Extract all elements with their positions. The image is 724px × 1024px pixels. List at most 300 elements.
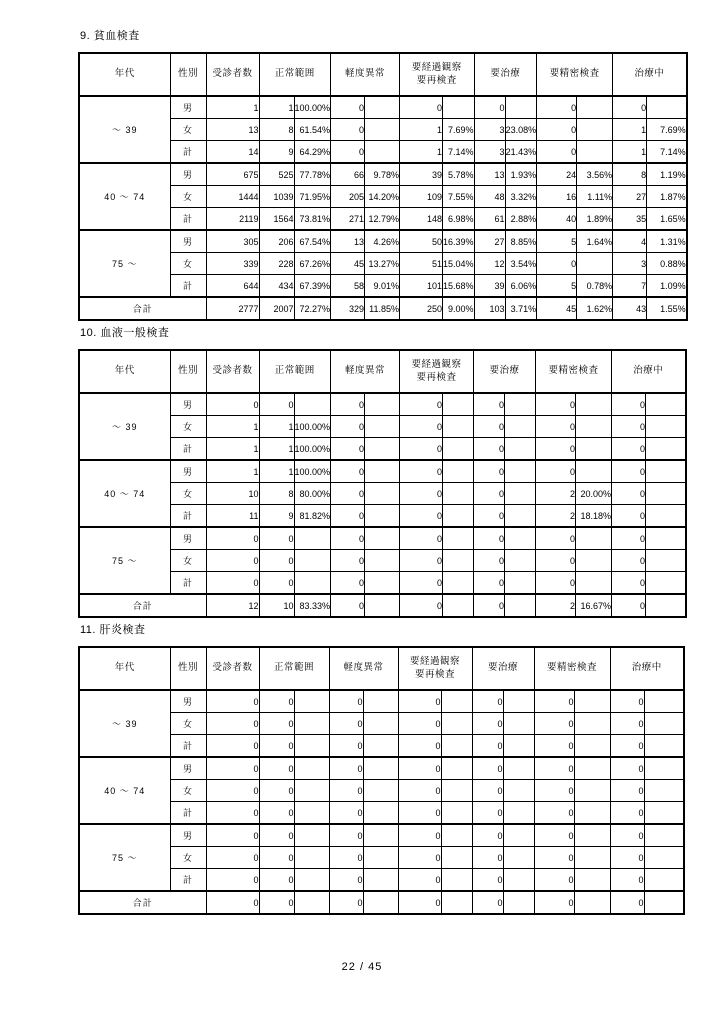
percent-cell: 6.06% (505, 275, 537, 298)
count-cell: 0 (259, 527, 294, 550)
sex-cell: 男 (170, 527, 206, 550)
percent-cell: 21.43% (505, 141, 537, 164)
percent-cell (365, 527, 400, 550)
percent-cell (365, 505, 400, 528)
percent-cell: 1.89% (577, 208, 613, 231)
count-cell: 0 (329, 891, 363, 914)
age-group-cell: 40 ～ 74 (79, 163, 170, 230)
count-cell: 0 (331, 505, 365, 528)
percent-cell (363, 847, 398, 869)
count-cell: 0 (398, 824, 441, 847)
page-number: 22 / 45 (341, 961, 383, 973)
count-cell: 1 (613, 141, 647, 164)
count-cell: 0 (331, 393, 365, 416)
column-header-line2: 要再検査 (416, 74, 457, 86)
percent-cell: 3.71% (505, 297, 537, 320)
count-cell: 206 (259, 230, 294, 253)
percent-cell (294, 550, 331, 572)
count-cell: 0 (610, 847, 644, 869)
sex-cell: 女 (170, 713, 206, 735)
count-cell: 305 (206, 230, 259, 253)
count-cell: 35 (613, 208, 647, 231)
count-cell: 0 (206, 802, 259, 825)
count-cell: 0 (534, 847, 574, 869)
age-group-cell: 75 ～ (79, 824, 170, 891)
percent-cell: 1.11% (577, 186, 613, 208)
count-cell: 0 (329, 802, 363, 825)
percent-cell: 2.88% (505, 208, 537, 231)
count-cell: 0 (472, 735, 503, 758)
percent-cell (443, 416, 474, 438)
count-cell: 0 (331, 527, 365, 550)
report-section (78, 30, 688, 321)
percent-cell (443, 483, 474, 505)
percent-cell (365, 96, 400, 119)
count-cell: 1 (259, 416, 294, 438)
screening-table (78, 349, 687, 618)
count-cell: 1444 (206, 186, 259, 208)
count-cell: 0 (400, 393, 443, 416)
column-header: 受診者数 (206, 53, 259, 96)
screening-table (78, 52, 688, 321)
count-cell: 0 (398, 802, 441, 825)
data-row (79, 505, 686, 528)
count-cell: 2777 (206, 297, 259, 320)
header-row (79, 350, 686, 393)
data-row (79, 253, 687, 275)
column-header: 正常範囲 (259, 350, 331, 393)
percent-cell (441, 735, 472, 758)
percent-cell (294, 802, 329, 825)
count-cell: 0 (400, 438, 443, 461)
count-cell: 205 (331, 186, 365, 208)
percent-cell (644, 847, 684, 869)
column-header: 軽度異常 (331, 53, 400, 96)
count-cell: 0 (610, 891, 644, 914)
total-row (79, 594, 686, 617)
data-row (79, 483, 686, 505)
percent-cell (646, 483, 686, 505)
count-cell: 0 (206, 780, 259, 802)
column-header: 要治療 (474, 53, 537, 96)
section-title: 10. 血液一般検査 (80, 327, 170, 339)
count-cell: 0 (400, 460, 443, 483)
count-cell: 1564 (259, 208, 294, 231)
percent-cell (574, 891, 610, 914)
percent-cell (363, 757, 398, 780)
count-cell: 0 (206, 847, 259, 869)
column-header: 受診者数 (206, 647, 259, 690)
count-cell: 0 (259, 735, 294, 758)
percent-cell: 81.82% (294, 505, 331, 528)
percent-cell: 83.33% (294, 594, 331, 617)
count-cell: 0 (206, 713, 259, 735)
column-header: 治療中 (612, 350, 686, 393)
column-header: 性別 (170, 53, 206, 96)
total-label-cell: 合計 (79, 891, 206, 914)
count-cell: 0 (331, 594, 365, 617)
count-cell: 0 (612, 572, 646, 595)
age-group-cell: 40 ～ 74 (79, 757, 170, 824)
percent-cell (441, 847, 472, 869)
count-cell: 0 (331, 438, 365, 461)
percent-cell (505, 393, 536, 416)
count-cell: 0 (612, 438, 646, 461)
count-cell: 40 (537, 208, 577, 231)
count-cell: 0 (612, 505, 646, 528)
percent-cell (363, 891, 398, 914)
data-row (79, 208, 687, 231)
count-cell: 0 (536, 527, 576, 550)
data-row (79, 230, 687, 253)
count-cell: 5 (537, 275, 577, 298)
count-cell: 0 (612, 527, 646, 550)
percent-cell: 9.01% (365, 275, 400, 298)
percent-cell: 9.00% (443, 297, 475, 320)
percent-cell (294, 780, 329, 802)
age-group-cell: 75 ～ (79, 230, 170, 297)
count-cell: 0 (400, 483, 443, 505)
count-cell: 0 (537, 119, 577, 141)
data-row (79, 119, 687, 141)
percent-cell: 13.27% (365, 253, 400, 275)
percent-cell: 100.00% (294, 438, 331, 461)
count-cell: 0 (400, 527, 443, 550)
sex-cell: 計 (170, 505, 206, 528)
count-cell: 0 (472, 802, 503, 825)
count-cell: 1 (400, 141, 443, 164)
column-header (398, 647, 472, 690)
percent-cell: 1.65% (647, 208, 687, 231)
sex-cell: 女 (170, 119, 206, 141)
percent-cell (574, 802, 610, 825)
percent-cell (505, 438, 536, 461)
percent-cell (294, 690, 329, 713)
percent-cell: 61.54% (294, 119, 331, 141)
percent-cell: 0.78% (577, 275, 613, 298)
count-cell: 45 (537, 297, 577, 320)
sex-cell: 女 (170, 253, 206, 275)
percent-cell (574, 869, 610, 892)
count-cell: 43 (613, 297, 647, 320)
count-cell: 0 (206, 527, 259, 550)
column-header: 受診者数 (206, 350, 259, 393)
percent-cell (365, 460, 400, 483)
data-row (79, 713, 684, 735)
column-header (400, 350, 474, 393)
percent-cell (503, 713, 534, 735)
percent-cell (503, 802, 534, 825)
percent-cell: 1.19% (647, 163, 687, 186)
count-cell: 3 (474, 141, 505, 164)
total-row (79, 891, 684, 914)
percent-cell: 71.95% (294, 186, 331, 208)
percent-cell: 1.62% (577, 297, 613, 320)
sex-cell: 男 (170, 163, 206, 186)
age-group-cell: ～ 39 (79, 96, 170, 163)
count-cell: 51 (400, 253, 443, 275)
percent-cell (644, 802, 684, 825)
count-cell: 0 (612, 416, 646, 438)
count-cell: 0 (398, 757, 441, 780)
percent-cell: 7.55% (443, 186, 475, 208)
sex-cell: 男 (170, 690, 206, 713)
sex-cell: 計 (170, 275, 206, 298)
count-cell: 13 (206, 119, 259, 141)
count-cell: 0 (206, 550, 259, 572)
count-cell: 16 (537, 186, 577, 208)
count-cell: 66 (331, 163, 365, 186)
percent-cell (365, 438, 400, 461)
percent-cell (644, 891, 684, 914)
count-cell: 0 (536, 393, 576, 416)
column-header (400, 53, 475, 96)
percent-cell: 7.14% (647, 141, 687, 164)
count-cell: 11 (206, 505, 259, 528)
count-cell: 9 (259, 141, 294, 164)
data-row (79, 186, 687, 208)
count-cell: 0 (206, 824, 259, 847)
count-cell: 61 (474, 208, 505, 231)
percent-cell (505, 416, 536, 438)
count-cell: 0 (331, 572, 365, 595)
count-cell: 0 (398, 847, 441, 869)
percent-cell: 16.67% (576, 594, 612, 617)
count-cell: 0 (534, 757, 574, 780)
count-cell: 13 (331, 230, 365, 253)
percent-cell (576, 527, 612, 550)
percent-cell (647, 96, 687, 119)
count-cell: 0 (259, 780, 294, 802)
count-cell: 14 (206, 141, 259, 164)
data-row (79, 163, 687, 186)
count-cell: 0 (474, 594, 505, 617)
percent-cell (441, 802, 472, 825)
percent-cell: 15.04% (443, 253, 475, 275)
count-cell: 0 (329, 757, 363, 780)
total-label-cell: 合計 (79, 594, 206, 617)
count-cell: 0 (474, 438, 505, 461)
count-cell: 0 (259, 869, 294, 892)
count-cell: 271 (331, 208, 365, 231)
percent-cell: 1.93% (505, 163, 537, 186)
count-cell: 0 (259, 393, 294, 416)
count-cell: 1 (400, 119, 443, 141)
percent-cell (574, 824, 610, 847)
percent-cell: 15.68% (443, 275, 475, 298)
data-row (79, 824, 684, 847)
percent-cell (365, 393, 400, 416)
percent-cell (503, 757, 534, 780)
percent-cell (441, 780, 472, 802)
percent-cell: 1.87% (647, 186, 687, 208)
percent-cell (503, 735, 534, 758)
count-cell: 0 (259, 550, 294, 572)
percent-cell (577, 96, 613, 119)
count-cell: 0 (612, 483, 646, 505)
count-cell: 0 (472, 847, 503, 869)
count-cell: 434 (259, 275, 294, 298)
percent-cell (505, 505, 536, 528)
column-header-line1: 要経過観察 (411, 62, 462, 74)
count-cell: 0 (259, 757, 294, 780)
percent-cell (574, 780, 610, 802)
count-cell: 0 (259, 824, 294, 847)
count-cell: 8 (613, 163, 647, 186)
count-cell: 0 (537, 141, 577, 164)
count-cell: 0 (534, 735, 574, 758)
percent-cell: 3.54% (505, 253, 537, 275)
percent-cell (294, 847, 329, 869)
percent-cell (294, 869, 329, 892)
percent-cell (294, 393, 331, 416)
data-row (79, 96, 687, 119)
percent-cell (574, 735, 610, 758)
sex-cell: 男 (170, 460, 206, 483)
percent-cell (505, 572, 536, 595)
percent-cell: 7.14% (443, 141, 475, 164)
count-cell: 12 (474, 253, 505, 275)
count-cell: 0 (259, 847, 294, 869)
percent-cell (644, 713, 684, 735)
column-header-line2: 要再検査 (416, 371, 457, 383)
sex-cell: 男 (170, 393, 206, 416)
count-cell: 1 (259, 460, 294, 483)
count-cell: 1 (259, 96, 294, 119)
count-cell: 0 (612, 460, 646, 483)
count-cell: 0 (537, 96, 577, 119)
count-cell: 0 (398, 869, 441, 892)
sex-cell: 男 (170, 96, 206, 119)
header-row (79, 647, 684, 690)
count-cell: 0 (612, 594, 646, 617)
age-group-cell: 75 ～ (79, 527, 170, 594)
count-cell: 0 (534, 802, 574, 825)
percent-cell (503, 690, 534, 713)
percent-cell: 7.69% (647, 119, 687, 141)
percent-cell (576, 438, 612, 461)
percent-cell: 1.09% (647, 275, 687, 298)
count-cell: 644 (206, 275, 259, 298)
column-header: 軽度異常 (331, 350, 400, 393)
percent-cell (294, 527, 331, 550)
data-row (79, 757, 684, 780)
percent-cell (363, 713, 398, 735)
percent-cell: 73.81% (294, 208, 331, 231)
count-cell: 0 (474, 393, 505, 416)
count-cell: 1 (206, 460, 259, 483)
count-cell: 0 (472, 780, 503, 802)
count-cell: 0 (474, 416, 505, 438)
percent-cell (441, 713, 472, 735)
count-cell: 0 (612, 550, 646, 572)
count-cell: 148 (400, 208, 443, 231)
column-header: 要精密検査 (536, 350, 612, 393)
percent-cell: 80.00% (294, 483, 331, 505)
count-cell: 0 (534, 780, 574, 802)
percent-cell: 1.55% (647, 297, 687, 320)
percent-cell (646, 527, 686, 550)
count-cell: 27 (474, 230, 505, 253)
report-section (78, 327, 688, 618)
percent-cell (443, 460, 474, 483)
count-cell: 329 (331, 297, 365, 320)
count-cell: 0 (400, 416, 443, 438)
count-cell: 1 (259, 438, 294, 461)
header-row (79, 53, 687, 96)
percent-cell (365, 483, 400, 505)
percent-cell (443, 393, 474, 416)
column-header: 治療中 (610, 647, 684, 690)
percent-cell (576, 393, 612, 416)
count-cell: 0 (398, 713, 441, 735)
count-cell: 103 (474, 297, 505, 320)
percent-cell (505, 527, 536, 550)
percent-cell (646, 460, 686, 483)
count-cell: 0 (613, 96, 647, 119)
column-header: 年代 (79, 350, 170, 393)
percent-cell (577, 119, 613, 141)
percent-cell: 6.98% (443, 208, 475, 231)
percent-cell (363, 824, 398, 847)
percent-cell (646, 505, 686, 528)
count-cell: 0 (610, 713, 644, 735)
count-cell: 0 (329, 713, 363, 735)
count-cell: 0 (400, 572, 443, 595)
count-cell: 0 (206, 757, 259, 780)
count-cell: 0 (472, 869, 503, 892)
age-group-cell: ～ 39 (79, 393, 170, 460)
percent-cell (505, 96, 537, 119)
count-cell: 0 (331, 483, 365, 505)
percent-cell: 100.00% (294, 96, 331, 119)
percent-cell (363, 735, 398, 758)
sex-cell: 男 (170, 757, 206, 780)
count-cell: 2 (536, 594, 576, 617)
percent-cell (294, 824, 329, 847)
percent-cell (363, 690, 398, 713)
data-row (79, 802, 684, 825)
count-cell: 0 (537, 253, 577, 275)
percent-cell (505, 594, 536, 617)
count-cell: 0 (612, 393, 646, 416)
count-cell: 0 (534, 869, 574, 892)
percent-cell: 3.32% (505, 186, 537, 208)
percent-cell (365, 572, 400, 595)
count-cell: 0 (398, 690, 441, 713)
count-cell: 0 (329, 780, 363, 802)
count-cell: 0 (610, 824, 644, 847)
column-header: 正常範囲 (259, 647, 329, 690)
count-cell: 8 (259, 119, 294, 141)
percent-cell: 67.54% (294, 230, 331, 253)
percent-cell: 5.78% (443, 163, 475, 186)
percent-cell (443, 438, 474, 461)
percent-cell (294, 891, 329, 914)
count-cell: 1 (206, 96, 259, 119)
percent-cell (505, 483, 536, 505)
data-row (79, 869, 684, 892)
column-header: 年代 (79, 647, 170, 690)
sex-cell: 計 (170, 208, 206, 231)
percent-cell (294, 735, 329, 758)
percent-cell (443, 505, 474, 528)
percent-cell (503, 847, 534, 869)
percent-cell: 3.56% (577, 163, 613, 186)
percent-cell: 64.29% (294, 141, 331, 164)
count-cell: 0 (534, 690, 574, 713)
count-cell: 2007 (259, 297, 294, 320)
